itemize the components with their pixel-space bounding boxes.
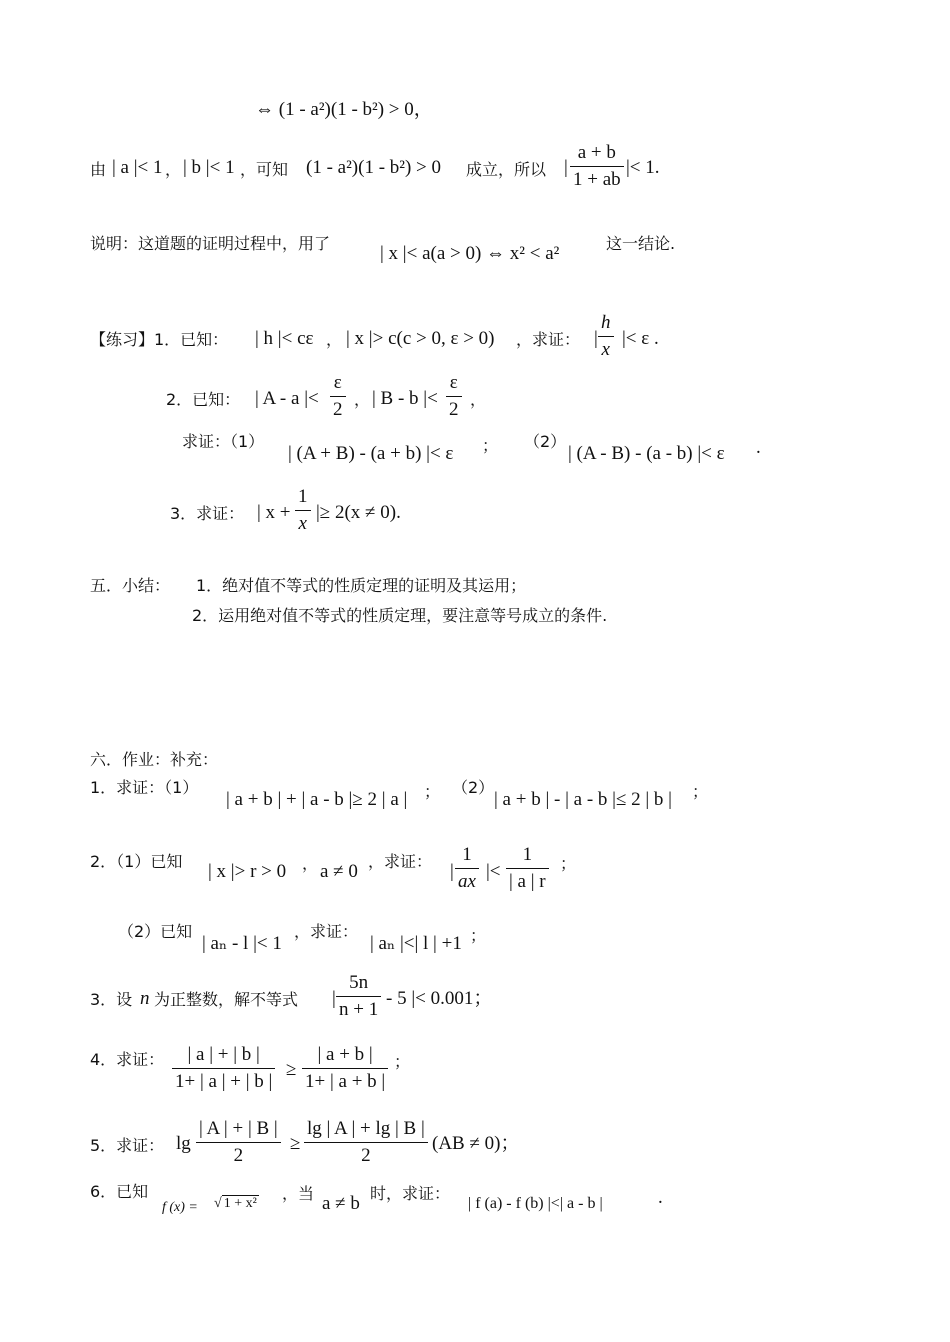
equivalence-expression: ⇔ (1 - a²)(1 - b²) > 0， bbox=[255, 99, 433, 120]
fraction-numerator: 1 bbox=[298, 486, 308, 507]
abs-bar: | bbox=[564, 157, 568, 178]
practice-2-label: 2．已知： bbox=[166, 390, 241, 409]
fraction-epsilon-over-2 bbox=[446, 372, 462, 421]
fraction-numerator: lg | A | + lg | B | bbox=[307, 1118, 425, 1139]
homework-2b-label: （2）已知 bbox=[118, 922, 193, 941]
when-label: ，当 bbox=[282, 1184, 315, 1203]
fraction-a-plus-b-over-1-plus-ab bbox=[570, 142, 624, 191]
fraction-denominator: 2 bbox=[449, 399, 459, 420]
summary-item-2: 2．运用绝对值不等式的性质定理，要注意等号成立的条件. bbox=[192, 606, 608, 625]
homework-3-text: 为正整数，解不等式 bbox=[154, 990, 299, 1009]
fraction-denominator: 1+ | a | + | b | bbox=[175, 1071, 273, 1092]
product-expression: (1 - a²)(1 - b²) > 0 bbox=[306, 157, 442, 178]
comma: ， bbox=[470, 390, 487, 409]
known-that: ，可知 bbox=[240, 160, 289, 179]
semicolon: ； bbox=[470, 926, 487, 945]
comma: ， bbox=[354, 390, 371, 409]
fraction-right bbox=[302, 1044, 388, 1093]
semicolon: ； bbox=[560, 854, 577, 873]
semicolon: ； bbox=[482, 436, 499, 455]
fraction-epsilon-over-2 bbox=[330, 372, 346, 421]
fraction-numerator: 5n bbox=[349, 972, 369, 993]
abs-b-less-one: | b |< 1 bbox=[183, 157, 235, 178]
abs-bar: | bbox=[332, 988, 336, 1009]
homework-1-expression-2: | a + b | - | a - b |≤ 2 | b | bbox=[494, 789, 672, 810]
fraction-denominator: x bbox=[601, 339, 610, 360]
homework-title: 六．作业：补充： bbox=[90, 750, 219, 769]
square-root bbox=[214, 1196, 259, 1212]
condition-x: | x |> c(c > 0, ε > 0) bbox=[346, 328, 495, 349]
fraction-denominator: 2 bbox=[233, 1145, 244, 1166]
semicolon: ； bbox=[394, 1052, 411, 1071]
log-lg: lg bbox=[176, 1133, 191, 1154]
fraction-right bbox=[304, 1118, 428, 1167]
practice-label: 【练习】1．已知： bbox=[90, 330, 229, 349]
homework-3-label: 3．设 bbox=[90, 990, 133, 1009]
prove-label: 时，求证： bbox=[370, 1184, 451, 1203]
condition-A-minus-a: | A - a |< bbox=[255, 388, 319, 409]
greater-equal: ≥ bbox=[286, 1059, 297, 1080]
condition-a-nonzero: a ≠ 0 bbox=[320, 861, 358, 882]
prove-expression-2: | (A - B) - (a - b) |< ε bbox=[568, 443, 725, 464]
homework-5-label: 5．求证： bbox=[90, 1136, 165, 1155]
condition-ab-nonzero: (AB ≠ 0)； bbox=[432, 1133, 520, 1154]
condition-x-gt-r: | x |> r > 0 bbox=[208, 861, 287, 882]
fraction-denominator: 1+ | a + b | bbox=[305, 1071, 386, 1092]
fraction-denominator: ax bbox=[458, 871, 476, 892]
holds-so: 成立，所以 bbox=[466, 160, 547, 179]
abs-a-less-one: | a |< 1 bbox=[112, 157, 163, 178]
comma: ， bbox=[302, 854, 319, 873]
comma: ， bbox=[326, 330, 343, 349]
abs-bar: | bbox=[594, 328, 598, 349]
prove-expression-1: | (A + B) - (a + b) |< ε bbox=[288, 443, 454, 464]
greater-equal: ≥ bbox=[290, 1133, 301, 1154]
condition-B-minus-b: | B - b |< bbox=[372, 388, 438, 409]
semicolon: ； bbox=[692, 782, 709, 801]
prove-part-2-label: （2） bbox=[524, 432, 567, 451]
lipschitz-expression: | f (a) - f (b) |<| a - b | bbox=[468, 1195, 603, 1212]
fraction-numerator: 1 bbox=[522, 844, 533, 865]
fraction-denominator: n + 1 bbox=[339, 999, 379, 1020]
fraction-denominator: 1 + ab bbox=[573, 169, 621, 190]
fraction-1-over-x bbox=[295, 486, 311, 535]
fraction-numerator: h bbox=[601, 312, 611, 333]
fraction-numerator: a + b bbox=[577, 142, 616, 163]
prove-an-bound: | aₙ |<| l | +1 bbox=[370, 933, 462, 954]
function-fx: f (x) = bbox=[162, 1200, 198, 1215]
radicand: 1 + x² bbox=[223, 1196, 257, 1211]
fraction-numerator: | A | + | B | bbox=[199, 1118, 278, 1139]
homework-2-label: 2．（1）已知 bbox=[90, 852, 183, 871]
fraction-5n-over-n-plus-1 bbox=[336, 972, 381, 1021]
fraction-1-over-abs-a-r bbox=[506, 844, 549, 893]
prove-part-1-label: 求证：（1） bbox=[182, 432, 265, 451]
fraction-numerator: ε bbox=[333, 372, 342, 393]
less-than-one: |< 1. bbox=[626, 157, 660, 178]
condition-an-minus-l: | aₙ - l |< 1 bbox=[202, 933, 282, 954]
fraction-denominator: 2 bbox=[333, 399, 343, 420]
semicolon: ； bbox=[424, 782, 441, 801]
condition-h: | h |< cε bbox=[255, 328, 314, 349]
fraction-left bbox=[196, 1118, 281, 1167]
prove-label: ，求证： bbox=[294, 922, 359, 941]
summary-label: 五．小结： bbox=[90, 576, 171, 595]
fraction-numerator: | a | + | b | bbox=[187, 1044, 260, 1065]
period: . bbox=[658, 1187, 663, 1208]
fraction-h-over-x bbox=[598, 312, 614, 361]
fraction-left bbox=[172, 1044, 275, 1093]
homework-4-label: 4．求证： bbox=[90, 1050, 165, 1069]
variable-n: n bbox=[140, 988, 150, 1009]
radical-sign: √ bbox=[214, 1196, 222, 1211]
note-expression: | x |< a(a > 0) ⇔ x² < a² bbox=[380, 243, 560, 264]
note-prefix: 说明：这道题的证明过程中，用了 bbox=[90, 234, 331, 253]
less-than: |< bbox=[486, 861, 501, 882]
fraction-numerator: 1 bbox=[462, 844, 472, 865]
minus-five-bound: - 5 |< 0.001； bbox=[386, 988, 493, 1009]
homework-1-label: 1．求证：（1） bbox=[90, 778, 199, 797]
homework-1-expression-1: | a + b | + | a - b |≥ 2 | a | bbox=[226, 789, 408, 810]
abs-x-plus: | x + bbox=[257, 502, 291, 523]
fraction-numerator: ε bbox=[449, 372, 458, 393]
comma: ， bbox=[165, 160, 182, 179]
fraction-denominator: | a | r bbox=[509, 871, 546, 892]
period: . bbox=[756, 437, 761, 458]
homework-1-part-2-label: （2） bbox=[452, 778, 495, 797]
abs-bar: | bbox=[450, 861, 454, 882]
fraction-denominator: x bbox=[298, 513, 307, 534]
prove-label: ，求证： bbox=[368, 852, 433, 871]
summary-item-1: 1．绝对值不等式的性质定理的证明及其运用； bbox=[196, 576, 527, 595]
fraction-1-over-ax bbox=[455, 844, 479, 893]
practice-3-label: 3．求证： bbox=[170, 504, 245, 523]
less-than-epsilon: |< ε . bbox=[622, 328, 659, 349]
fraction-numerator: | a + b | bbox=[317, 1044, 373, 1065]
prove-label: ，求证： bbox=[516, 330, 581, 349]
condition-a-ne-b: a ≠ b bbox=[322, 1193, 360, 1214]
ge-two: |≥ 2(x ≠ 0). bbox=[316, 502, 401, 523]
since-prefix: 由 bbox=[90, 160, 107, 179]
fraction-denominator: 2 bbox=[361, 1145, 371, 1166]
note-suffix: 这一结论. bbox=[606, 234, 676, 253]
homework-6-label: 6．已知 bbox=[90, 1182, 149, 1201]
